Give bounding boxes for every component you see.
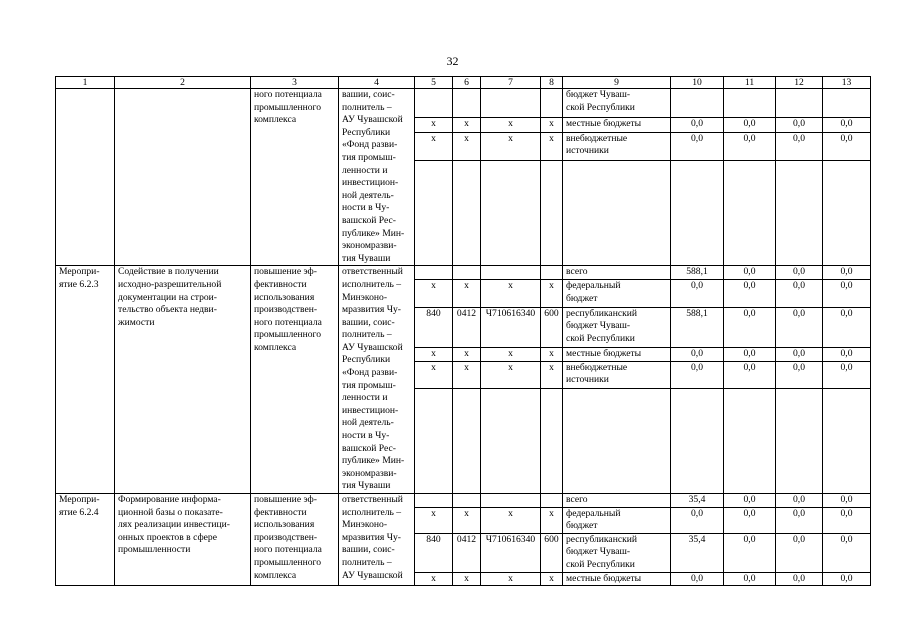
measure-id: Меропри- ятие 6.2.4 xyxy=(56,494,115,586)
amount-cell: 0,0 xyxy=(724,507,776,533)
cell-empty xyxy=(776,89,823,118)
code-cell: 0412 xyxy=(453,307,481,347)
amount-cell: 0,0 xyxy=(823,280,871,307)
header-cell: 13 xyxy=(823,77,871,89)
cell-empty xyxy=(481,161,541,266)
cell-empty xyxy=(453,266,481,280)
code-cell: х xyxy=(453,572,481,586)
amount-cell: 0,0 xyxy=(724,494,776,508)
header-cell: 4 xyxy=(339,77,415,89)
amount-cell: 0,0 xyxy=(671,507,724,533)
cell-empty xyxy=(453,389,481,494)
code-cell: х xyxy=(415,572,453,586)
funding-source: бюджет Чуваш- ской Республики xyxy=(563,89,671,118)
cell-empty xyxy=(541,89,563,118)
funding-source: внебюджетные источники xyxy=(563,132,671,161)
amount-cell: 0,0 xyxy=(671,280,724,307)
amount-cell: 0,0 xyxy=(823,347,871,361)
amount-cell: 0,0 xyxy=(776,494,823,508)
cell-empty xyxy=(541,389,563,494)
funding-source: всего xyxy=(563,494,671,508)
cell-empty xyxy=(115,89,251,266)
amount-cell: 0,0 xyxy=(823,307,871,347)
code-cell: х xyxy=(453,347,481,361)
funding-source: республиканский бюджет Чуваш- ской Республики xyxy=(563,533,671,572)
amount-cell: 0,0 xyxy=(776,280,823,307)
amount-cell: 0,0 xyxy=(776,266,823,280)
cell-empty xyxy=(823,389,871,494)
code-cell: х xyxy=(481,132,541,161)
cell-empty xyxy=(415,266,453,280)
amount-cell: 0,0 xyxy=(823,117,871,132)
code-cell: 600 xyxy=(541,533,563,572)
code-cell: х xyxy=(541,361,563,388)
table-row xyxy=(56,89,871,118)
program-table xyxy=(55,76,871,586)
goal-cell: повышение эф- фективности использования производствен- ного потенциала промышленного комплекса xyxy=(251,494,339,586)
amount-cell: 0,0 xyxy=(724,266,776,280)
amount-cell: 0,0 xyxy=(776,347,823,361)
code-cell: 840 xyxy=(415,533,453,572)
amount-cell: 0,0 xyxy=(724,117,776,132)
amount-cell: 0,0 xyxy=(776,307,823,347)
executor-cell: ответственный исполнитель – Минэконо- мразвития Чу- вашии, соис- полнитель – АУ Чувашской Республики «Фонд разви- тия промыш- ленности и инвестицион- ной деятель- ности в Чу- вашской Рес- публике» Мин- экономразви- тия Чуваши xyxy=(339,266,415,494)
code-cell: 0412 xyxy=(453,533,481,572)
cell-empty xyxy=(724,89,776,118)
cell-empty xyxy=(823,89,871,118)
amount-cell: 0,0 xyxy=(776,572,823,586)
amount-cell: 0,0 xyxy=(823,533,871,572)
funding-source: местные бюджеты xyxy=(563,117,671,132)
cell-empty xyxy=(671,389,724,494)
cell-empty xyxy=(453,494,481,508)
amount-cell: 0,0 xyxy=(671,117,724,132)
amount-cell: 0,0 xyxy=(776,361,823,388)
code-cell: х xyxy=(481,507,541,533)
cell-empty xyxy=(56,89,115,266)
amount-cell: 0,0 xyxy=(671,572,724,586)
cell-empty xyxy=(415,161,453,266)
code-cell: х xyxy=(453,132,481,161)
amount-cell: 0,0 xyxy=(776,117,823,132)
cell-empty xyxy=(563,389,671,494)
amount-cell: 35,4 xyxy=(671,494,724,508)
amount-cell: 0,0 xyxy=(776,507,823,533)
cell-empty xyxy=(415,389,453,494)
cell-empty xyxy=(481,89,541,118)
code-cell: х xyxy=(481,280,541,307)
funding-source: федеральный бюджет xyxy=(563,280,671,307)
measure-name: Содействие в получении исходно-разрешительной документации на строи- тельство объекта недви- жимости xyxy=(115,266,251,494)
cell-empty xyxy=(724,389,776,494)
funding-source: местные бюджеты xyxy=(563,572,671,586)
amount-cell: 0,0 xyxy=(724,347,776,361)
amount-cell: 0,0 xyxy=(671,347,724,361)
cell-empty xyxy=(453,89,481,118)
cell-empty xyxy=(671,89,724,118)
code-cell: Ч710616340 xyxy=(481,307,541,347)
amount-cell: 35,4 xyxy=(671,533,724,572)
amount-cell: 0,0 xyxy=(776,132,823,161)
cell-empty xyxy=(776,389,823,494)
funding-source: федеральный бюджет xyxy=(563,507,671,533)
measure-name: Формирование информа- ционной базы о показате- лях реализации инвестици- онных проектов в сфере промышленности xyxy=(115,494,251,586)
measure-id: Меропри- ятие 6.2.3 xyxy=(56,266,115,494)
amount-cell: 0,0 xyxy=(776,533,823,572)
code-cell: х xyxy=(541,572,563,586)
amount-cell: 0,0 xyxy=(724,533,776,572)
header-cell: 9 xyxy=(563,77,671,89)
amount-cell: 0,0 xyxy=(823,494,871,508)
amount-cell: 0,0 xyxy=(823,361,871,388)
code-cell: 840 xyxy=(415,307,453,347)
cell-empty xyxy=(541,494,563,508)
code-cell: х xyxy=(415,280,453,307)
header-cell: 5 xyxy=(415,77,453,89)
amount-cell: 0,0 xyxy=(823,507,871,533)
code-cell: х xyxy=(481,361,541,388)
code-cell: х xyxy=(541,132,563,161)
code-cell: х xyxy=(453,280,481,307)
cell-empty xyxy=(563,161,671,266)
header-cell: 11 xyxy=(724,77,776,89)
code-cell: х xyxy=(415,361,453,388)
code-cell: х xyxy=(481,347,541,361)
code-cell: Ч710616340 xyxy=(481,533,541,572)
cell-empty xyxy=(453,161,481,266)
goal-cell: ного потенциала промышленного комплекса xyxy=(251,89,339,266)
code-cell: х xyxy=(453,507,481,533)
header-cell: 8 xyxy=(541,77,563,89)
cell-empty xyxy=(415,494,453,508)
header-cell: 3 xyxy=(251,77,339,89)
header-cell: 10 xyxy=(671,77,724,89)
amount-cell: 0,0 xyxy=(724,572,776,586)
header-cell: 12 xyxy=(776,77,823,89)
header-cell: 2 xyxy=(115,77,251,89)
amount-cell: 588,1 xyxy=(671,266,724,280)
cell-empty xyxy=(724,161,776,266)
code-cell: х xyxy=(453,361,481,388)
funding-source: республиканский бюджет Чуваш- ской Республики xyxy=(563,307,671,347)
code-cell: х xyxy=(541,347,563,361)
executor-cell: ответственный исполнитель – Минэконо- мразвития Чу- вашии, соис- полнитель – АУ Чувашской xyxy=(339,494,415,586)
cell-empty xyxy=(481,389,541,494)
code-cell: х xyxy=(453,117,481,132)
code-cell: 600 xyxy=(541,307,563,347)
cell-empty xyxy=(541,161,563,266)
page-number: 32 xyxy=(446,54,459,68)
header-cell: 7 xyxy=(481,77,541,89)
table-row xyxy=(56,494,871,508)
goal-cell: повышение эф- фективности использования производствен- ного потенциала промышленного комплекса xyxy=(251,266,339,494)
amount-cell: 0,0 xyxy=(724,361,776,388)
header-cell: 1 xyxy=(56,77,115,89)
amount-cell: 0,0 xyxy=(823,266,871,280)
amount-cell: 0,0 xyxy=(823,132,871,161)
code-cell: х xyxy=(481,572,541,586)
amount-cell: 0,0 xyxy=(823,572,871,586)
amount-cell: 0,0 xyxy=(724,280,776,307)
cell-empty xyxy=(481,494,541,508)
code-cell: х xyxy=(541,507,563,533)
cell-empty xyxy=(541,266,563,280)
cell-empty xyxy=(776,161,823,266)
cell-empty xyxy=(823,161,871,266)
amount-cell: 0,0 xyxy=(671,132,724,161)
funding-source: внебюджетные источники xyxy=(563,361,671,388)
cell-empty xyxy=(415,89,453,118)
cell-empty xyxy=(481,266,541,280)
amount-cell: 0,0 xyxy=(724,132,776,161)
header-cell: 6 xyxy=(453,77,481,89)
funding-source: всего xyxy=(563,266,671,280)
code-cell: х xyxy=(541,280,563,307)
table-row xyxy=(56,266,871,280)
amount-cell: 588,1 xyxy=(671,307,724,347)
code-cell: х xyxy=(415,117,453,132)
cell-empty xyxy=(671,161,724,266)
header-row xyxy=(56,77,871,89)
code-cell: х xyxy=(415,507,453,533)
funding-source: местные бюджеты xyxy=(563,347,671,361)
code-cell: х xyxy=(415,347,453,361)
code-cell: х xyxy=(541,117,563,132)
code-cell: х xyxy=(481,117,541,132)
amount-cell: 0,0 xyxy=(671,361,724,388)
executor-cell: вашии, соис- полнитель – АУ Чувашской Республики «Фонд разви- тия промыш- ленности и инвестицион- ной деятель- ности в Чу- вашской Рес- публике» Мин- экономразви- тия Чуваши xyxy=(339,89,415,266)
code-cell: х xyxy=(415,132,453,161)
amount-cell: 0,0 xyxy=(724,307,776,347)
